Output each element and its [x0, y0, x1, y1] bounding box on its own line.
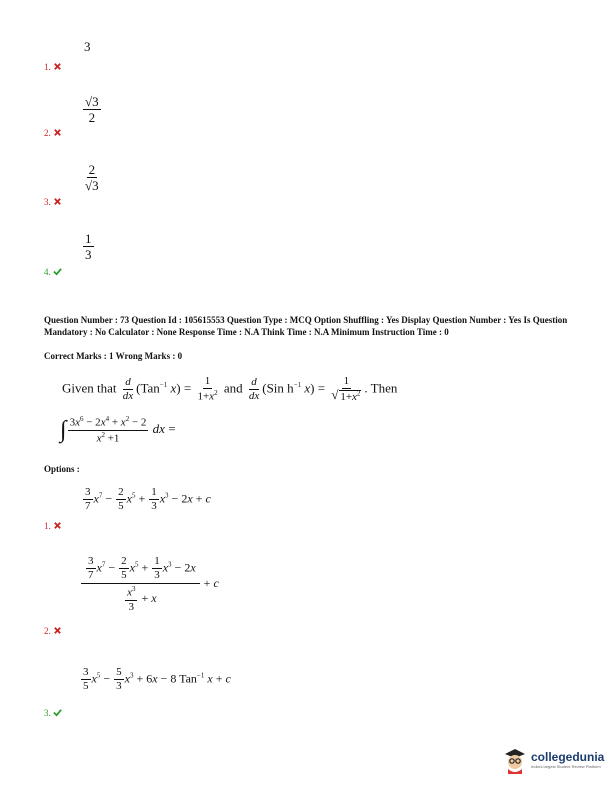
and-text: and	[223, 380, 243, 396]
option-number: 1.	[44, 521, 62, 531]
option-value: 3	[84, 39, 91, 54]
option-fraction: $\frac{2}{√3}$	[85, 162, 99, 193]
check-icon	[53, 708, 62, 717]
mascot-icon	[502, 746, 528, 774]
check-icon	[53, 267, 62, 276]
option-1-expression: $\frac{3}{7}$ $x^7$ − $\frac{2}{5}$ $x^5$ + $\frac{1}{3}$ $x^3 - 2x + c$	[85, 486, 211, 512]
cross-icon	[53, 128, 62, 137]
question-meta: Question Number : 73 Question Id : 105615553 Question Type : MCQ Option Shuffling : Yes Display Question Number : Yes Is Question Mandatory : No Calculator : None Response Time : N.A Think Time : N.A Minimum Instruction Time : 0	[44, 315, 568, 337]
option-number: 2.	[44, 626, 62, 636]
options-label: Options :	[44, 464, 80, 474]
option-number: 2.	[44, 128, 62, 138]
cross-icon	[53, 197, 62, 206]
cross-icon	[53, 62, 62, 71]
integral-expression: ∫ $\frac{3x^6 - 2x^4 + x^2 - 2}{x^2 +1}$ dx =	[60, 415, 176, 445]
question-statement: Given that $\frac{d}{dx}$ (Tan$^{-1}$ x) = $\frac{1}{1+x^2}$ and $\frac{d}{dx}$ (Sin $h^{-1}$ x) = 1 √ $1+x^2$ . Then	[62, 375, 398, 403]
option-number: 4.	[44, 267, 62, 277]
cross-icon	[53, 626, 62, 635]
option-fraction: $\frac{√3}{2}$	[85, 94, 99, 125]
option-3-expression: $\frac{3}{5}$ $x^5$ − $\frac{5}{3}$ $x^3 + 6x - 8$ Tan$^{-1}$ x + c	[83, 666, 231, 692]
given-that-text: Given that	[62, 380, 117, 396]
option-number: 3.	[44, 197, 62, 207]
logo-tagline: India's largest Student Review Platform	[531, 764, 601, 769]
option-number: 3.	[44, 708, 62, 718]
logo-name: collegedunia	[531, 750, 605, 764]
option-number: 1.	[44, 62, 62, 72]
then-text: . Then	[364, 380, 398, 396]
option-fraction: $\frac{1}{3}$	[85, 231, 92, 262]
cross-icon	[53, 521, 62, 530]
option-2-expression: $\frac{3}{7}$ $x^7$ − $\frac{2}{5}$ $x^5$ + $\frac{1}{3}$ $x^3 - 2x$ $\frac{x^3}{3}$ + x + c	[80, 556, 219, 613]
question-marks: Correct Marks : 1 Wrong Marks : 0	[44, 351, 183, 361]
collegedunia-logo	[502, 746, 604, 774]
